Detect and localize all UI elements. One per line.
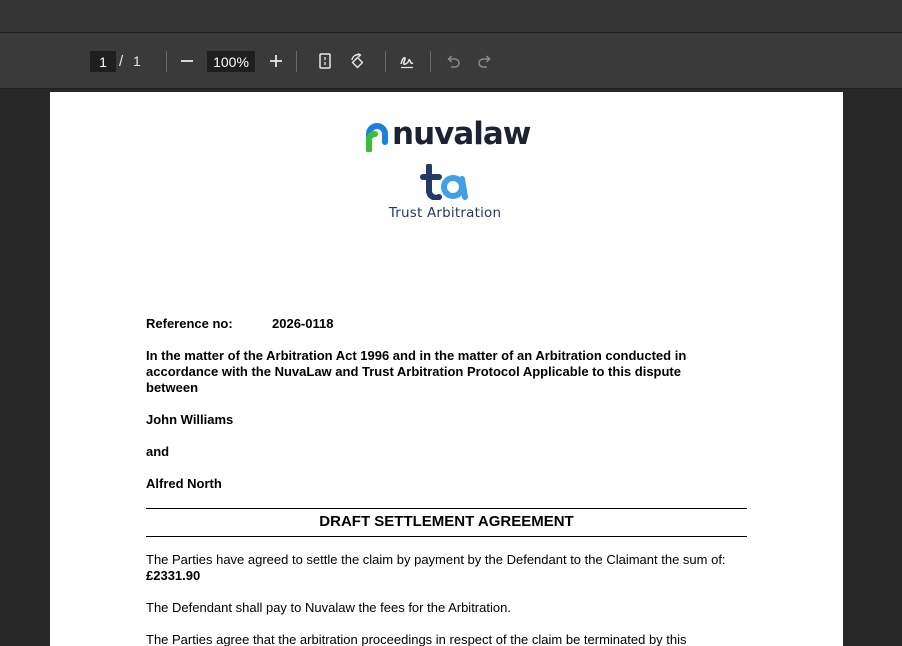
toolbar-divider [296,51,297,72]
page-number-input[interactable]: 1 [90,51,116,72]
title-bar [0,0,902,33]
zoom-in-button[interactable] [265,50,287,72]
signature-icon [398,52,416,70]
reference-label: Reference no: [146,316,233,331]
fit-page-icon [316,52,334,70]
toolbar-divider [166,51,167,72]
settlement-paragraph: The Parties have agreed to settle the claim by payment by the Defendant to the Claimant the sum of: [146,552,726,567]
rotate-button[interactable] [346,50,368,72]
trust-arbitration-logo [370,164,520,224]
settlement-amount: £2331.90 [146,568,201,583]
ta-logo-mark [420,164,470,200]
matter-statement: In the matter of the Arbitration Act 1996 and in the matter of an Arbitration conducted in accordance with the NuvaLaw and Trust Arbitration Protocol Applicable to this dispute between [146,348,687,395]
minus-icon [178,52,196,70]
toolbar-divider [385,51,386,72]
reference-value: 2026-0118 [272,316,334,331]
pdf-toolbar [0,33,902,89]
party-claimant: John Williams [146,412,234,427]
rotate-icon [348,52,366,70]
pdf-page [50,92,843,646]
redo-icon [476,52,494,70]
fit-page-button[interactable] [314,50,336,72]
title-rule-top [146,508,747,509]
nuvalaw-logo-text: nuvalaw [392,116,531,152]
termination-paragraph: The Parties agree that the arbitration proceedings in respect of the claim be terminated by this [146,632,687,646]
toolbar-divider [430,51,431,72]
title-rule-bottom [146,536,747,537]
plus-icon [267,52,285,70]
zoom-level-input[interactable]: 100% [207,51,255,72]
annotate-button[interactable] [396,50,418,72]
party-conjunction: and [146,444,170,459]
trust-arbitration-text: Trust Arbitration [388,205,502,221]
nuvalaw-logo-mark [366,122,390,152]
nuvalaw-logo [366,118,531,154]
document-title: DRAFT SETTLEMENT AGREEMENT [319,513,574,530]
page-total: 1 [133,53,141,69]
fees-paragraph: The Defendant shall pay to Nuvalaw the fees for the Arbitration. [146,600,511,615]
redo-button[interactable] [474,50,496,72]
page-separator: / [119,53,124,70]
undo-icon [444,52,462,70]
party-defendant: Alfred North [146,476,222,491]
undo-button[interactable] [442,50,464,72]
zoom-out-button[interactable] [176,50,198,72]
